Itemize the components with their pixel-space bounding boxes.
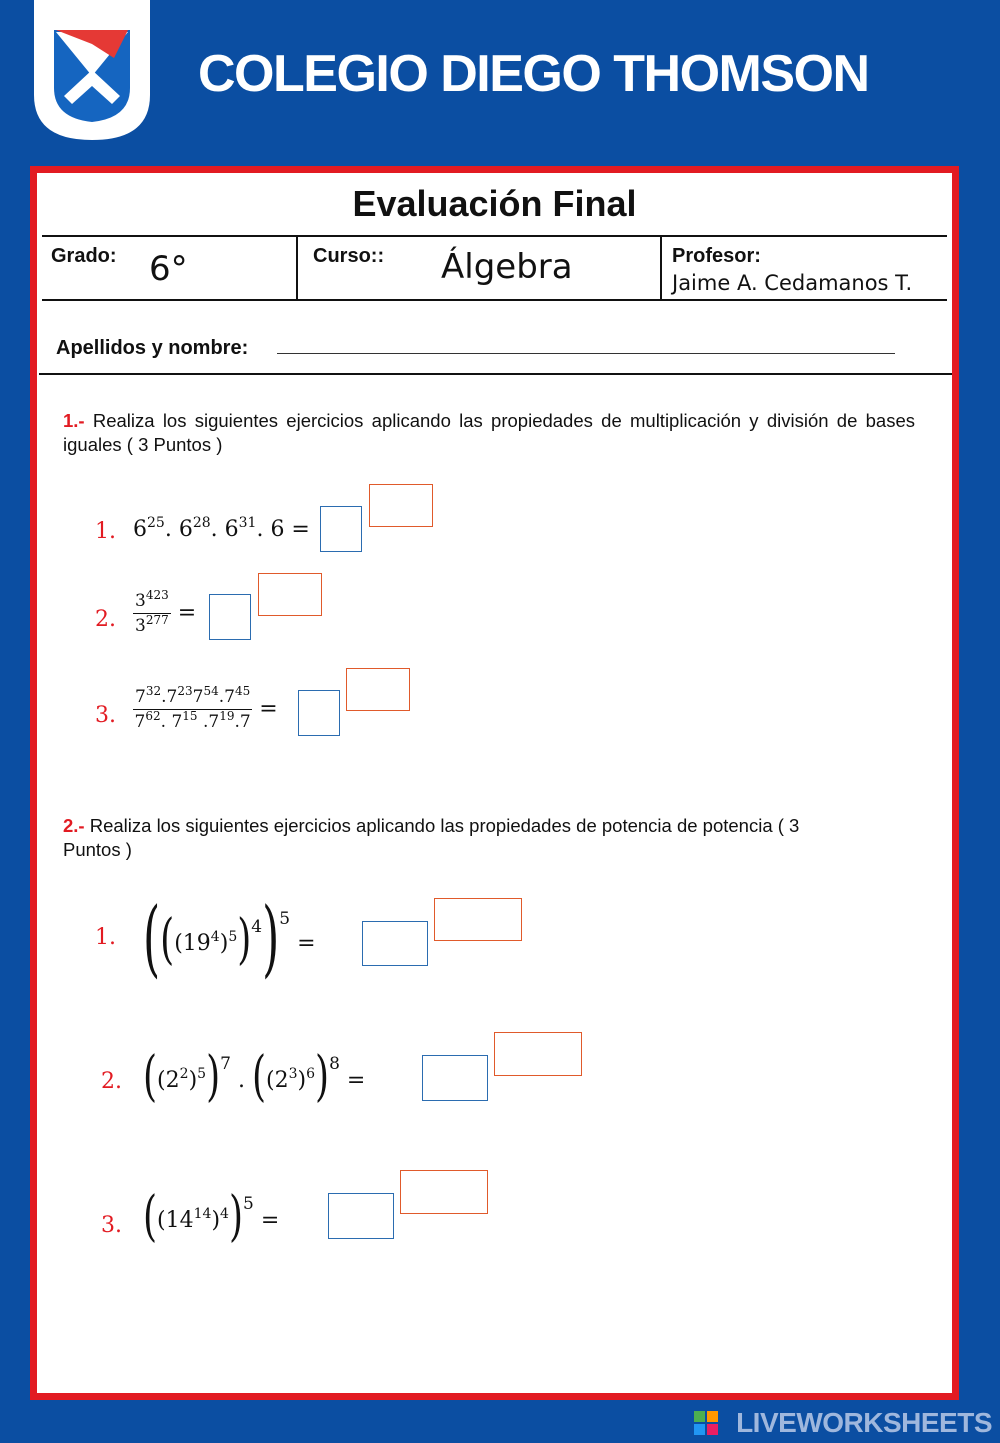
page-title: Evaluación Final <box>352 183 637 224</box>
profesor-label: Profesor: <box>672 245 761 267</box>
s1-item2-expression: $\frac{3^{423}}{3^{277}}$ = <box>135 588 197 636</box>
divider <box>296 235 298 300</box>
name-label: Apellidos y nombre: <box>56 337 249 359</box>
s2-item1-answer-box[interactable] <box>362 921 428 966</box>
s1-item1-answer-box[interactable] <box>320 506 362 552</box>
s2-item3-exponent-box[interactable] <box>400 1170 488 1214</box>
s2-item2-expression: $((2^2)^5)^7$ . $((2^3)^6)^8$ = <box>143 1046 366 1108</box>
s2-item2-label: 2. <box>101 1069 122 1094</box>
s2-item3-label: 3. <box>101 1213 122 1238</box>
s1-item3-label: 3. <box>95 703 116 728</box>
section1-text: Realiza los siguientes ejercicios aplicando las propiedades de multiplicación y división de bases iguales ( 3 Puntos ) <box>63 410 915 455</box>
s1-item3-answer-box[interactable] <box>298 690 340 736</box>
section2-number: 2.- <box>63 815 85 836</box>
divider <box>660 235 662 300</box>
s1-item3-exponent-box[interactable] <box>346 668 410 711</box>
s1-item1-exponent-box[interactable] <box>369 484 433 527</box>
s2-item3-expression: $((14^{14})^4)^5$ = <box>143 1186 280 1248</box>
s2-item3-answer-box[interactable] <box>328 1193 394 1239</box>
s2-item1-expression: $(((19^4)^5)^4)^5$ = <box>143 890 316 988</box>
curso-label: Curso:: <box>313 245 385 267</box>
s2-item2-exponent-box[interactable] <box>494 1032 582 1076</box>
school-name: COLEGIO DIEGO THOMSON <box>198 45 869 103</box>
s1-item2-label: 2. <box>95 607 116 632</box>
divider <box>39 373 952 375</box>
s1-item1-label: 1. <box>95 519 116 544</box>
s1-item3-expression: $\frac{7^{32}.7^{23}7^{54}.7^{45}}{7^{62}. 7^{15} .7^{19}.7}$ = <box>134 684 278 732</box>
s1-item1-expression: $6^{25}$. $6^{28}$. $6^{31}$. 6 = <box>133 515 310 542</box>
curso-value: Álgebra <box>441 247 573 287</box>
grado-label: Grado: <box>51 245 117 267</box>
worksheet <box>30 166 959 1400</box>
school-logo <box>34 0 150 140</box>
name-input[interactable] <box>277 353 895 354</box>
s1-item2-exponent-box[interactable] <box>258 573 322 616</box>
section2-text: Realiza los siguientes ejercicios aplicando las propiedades de potencia de potencia ( 3 Puntos ) <box>63 815 800 860</box>
section1-instruction <box>63 409 915 457</box>
divider <box>42 299 947 301</box>
section2-instruction <box>63 814 853 862</box>
s2-item1-label: 1. <box>95 925 116 950</box>
section1-number: 1.- <box>63 410 85 431</box>
divider <box>42 235 947 237</box>
footer-brand: LIVEWORKSHEETS <box>736 1407 992 1438</box>
liveworksheets-logo-icon <box>694 1411 718 1435</box>
profesor-value: Jaime A. Cedamanos T. <box>672 271 913 295</box>
s2-item1-exponent-box[interactable] <box>434 898 522 941</box>
s1-item2-answer-box[interactable] <box>209 594 251 640</box>
s2-item2-answer-box[interactable] <box>422 1055 488 1101</box>
grado-value: 6° <box>149 249 188 289</box>
